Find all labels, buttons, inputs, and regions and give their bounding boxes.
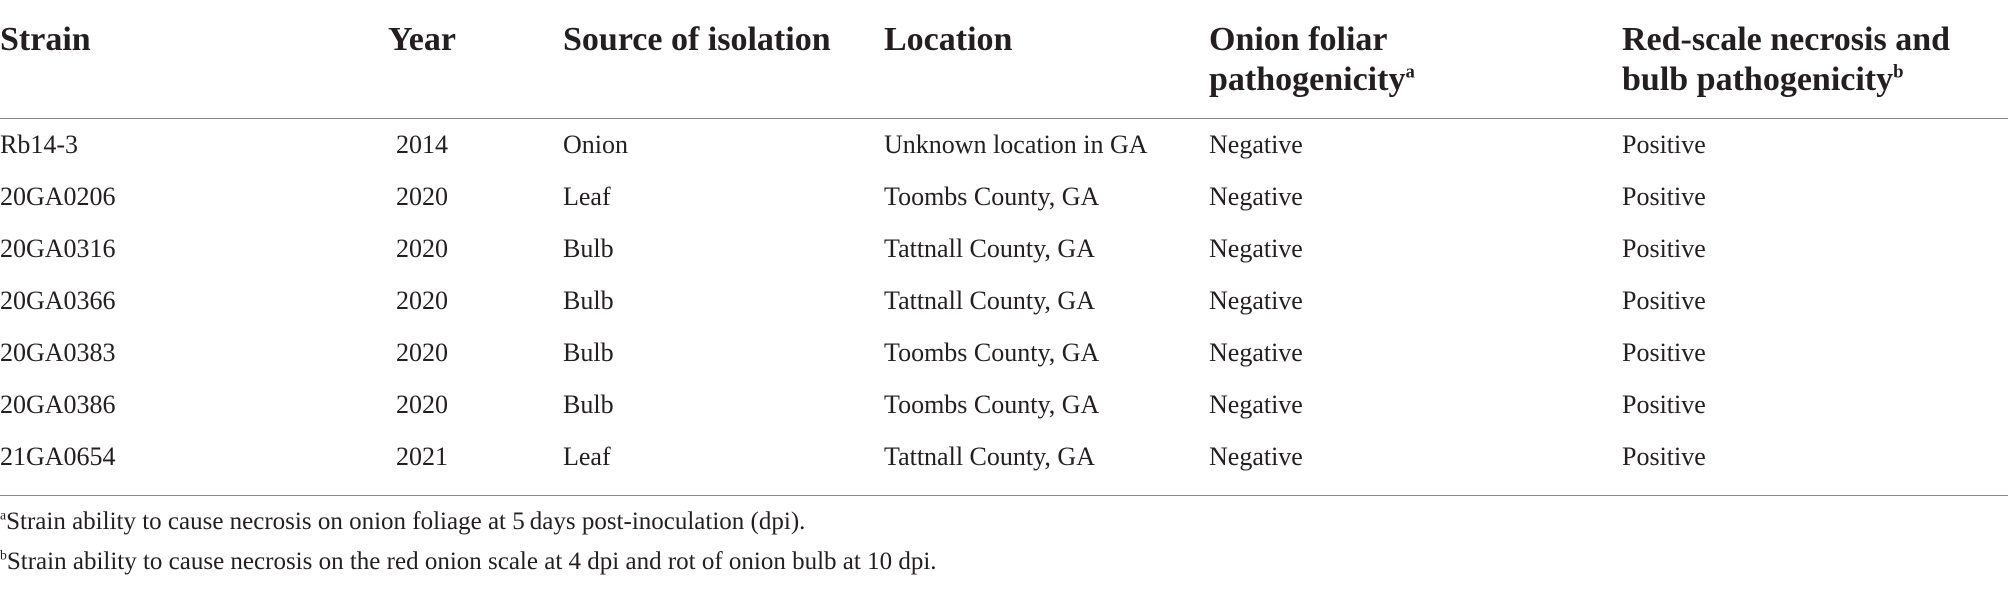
- footnote-b-text: Strain ability to cause necrosis on the red onion scale at 4 dpi and rot of onion bulb at 10 dpi.: [6, 548, 937, 575]
- cell-source: Bulb: [563, 390, 614, 419]
- cell-location: Toombs County, GA: [884, 338, 1100, 367]
- footnote-mark-b: b: [1893, 61, 1904, 83]
- header-source: Source of isolation: [563, 21, 831, 58]
- cell-strain: 21GA0654: [0, 442, 116, 471]
- header-row: [0, 0, 2008, 119]
- cell-strain: 20GA0316: [0, 234, 116, 263]
- cell-foliar: Negative: [1209, 390, 1303, 419]
- cell-bulb: Positive: [1622, 286, 1706, 315]
- footnote-a-mark: a: [0, 507, 7, 523]
- cell-year: 2021: [396, 442, 448, 471]
- header-foliar-pathogenicity: [1209, 0, 1622, 119]
- cell-location: Tattnall County, GA: [884, 234, 1095, 263]
- header-year: Year: [388, 21, 456, 58]
- cell-source: Bulb: [563, 286, 614, 315]
- cell-strain: Rb14-3: [0, 130, 78, 159]
- cell-strain: 20GA0383: [0, 338, 116, 367]
- header-bulb-line1: Red-scale necrosis and: [1622, 21, 1951, 58]
- cell-strain: 20GA0386: [0, 390, 116, 419]
- cell-bulb: Positive: [1622, 338, 1706, 367]
- cell-foliar: Negative: [1209, 182, 1303, 211]
- header-strain: Strain: [0, 21, 91, 58]
- header-location: Location: [884, 21, 1013, 58]
- cell-bulb: Positive: [1622, 130, 1706, 159]
- cell-source: Bulb: [563, 234, 614, 263]
- cell-year: 2020: [396, 286, 448, 315]
- cell-location: Tattnall County, GA: [884, 442, 1095, 471]
- cell-source: Leaf: [563, 182, 611, 211]
- table-row: [0, 223, 2008, 275]
- table-row: [0, 119, 2008, 172]
- header-bulb-line2: bulb pathogenicity: [1622, 61, 1894, 98]
- table-row: [0, 171, 2008, 223]
- cell-location: Toombs County, GA: [884, 390, 1100, 419]
- cell-year: 2020: [396, 390, 448, 419]
- table-row: [0, 327, 2008, 379]
- header-foliar-line2: pathogenicity: [1209, 61, 1406, 98]
- header-bulb-pathogenicity: [1622, 0, 2008, 119]
- cell-bulb: Positive: [1622, 442, 1706, 471]
- cell-foliar: Negative: [1209, 286, 1303, 315]
- cell-foliar: Negative: [1209, 442, 1303, 471]
- cell-source: Onion: [563, 130, 628, 159]
- table-row: [0, 431, 2008, 483]
- cell-year: 2014: [396, 130, 448, 159]
- table-row: [0, 275, 2008, 327]
- cell-year: 2020: [396, 182, 448, 211]
- cell-source: Leaf: [563, 442, 611, 471]
- footnote-mark-a: a: [1405, 61, 1415, 83]
- footnote-a: [0, 502, 2008, 542]
- table-header: [0, 0, 2008, 119]
- cell-foliar: Negative: [1209, 338, 1303, 367]
- cell-bulb: Positive: [1622, 234, 1706, 263]
- footnote-b: [0, 542, 2008, 582]
- cell-strain: 20GA0366: [0, 286, 116, 315]
- table-row: [0, 379, 2008, 431]
- cell-strain: 20GA0206: [0, 182, 116, 211]
- cell-foliar: Negative: [1209, 234, 1303, 263]
- footnote-b-mark: b: [0, 547, 7, 563]
- cell-location: Toombs County, GA: [884, 182, 1100, 211]
- cell-year: 2020: [396, 234, 448, 263]
- table-footnotes: [0, 496, 2008, 582]
- cell-foliar: Negative: [1209, 130, 1303, 159]
- cell-location: Tattnall County, GA: [884, 286, 1095, 315]
- cell-year: 2020: [396, 338, 448, 367]
- header-foliar-line1: Onion foliar: [1209, 21, 1388, 58]
- footnote-a-text: Strain ability to cause necrosis on onion foliage at 5 days post-inoculation (dpi).: [6, 508, 806, 535]
- cell-bulb: Positive: [1622, 182, 1706, 211]
- cell-location: Unknown location in GA: [884, 130, 1148, 159]
- table-body: [0, 119, 2008, 484]
- cell-bulb: Positive: [1622, 390, 1706, 419]
- cell-source: Bulb: [563, 338, 614, 367]
